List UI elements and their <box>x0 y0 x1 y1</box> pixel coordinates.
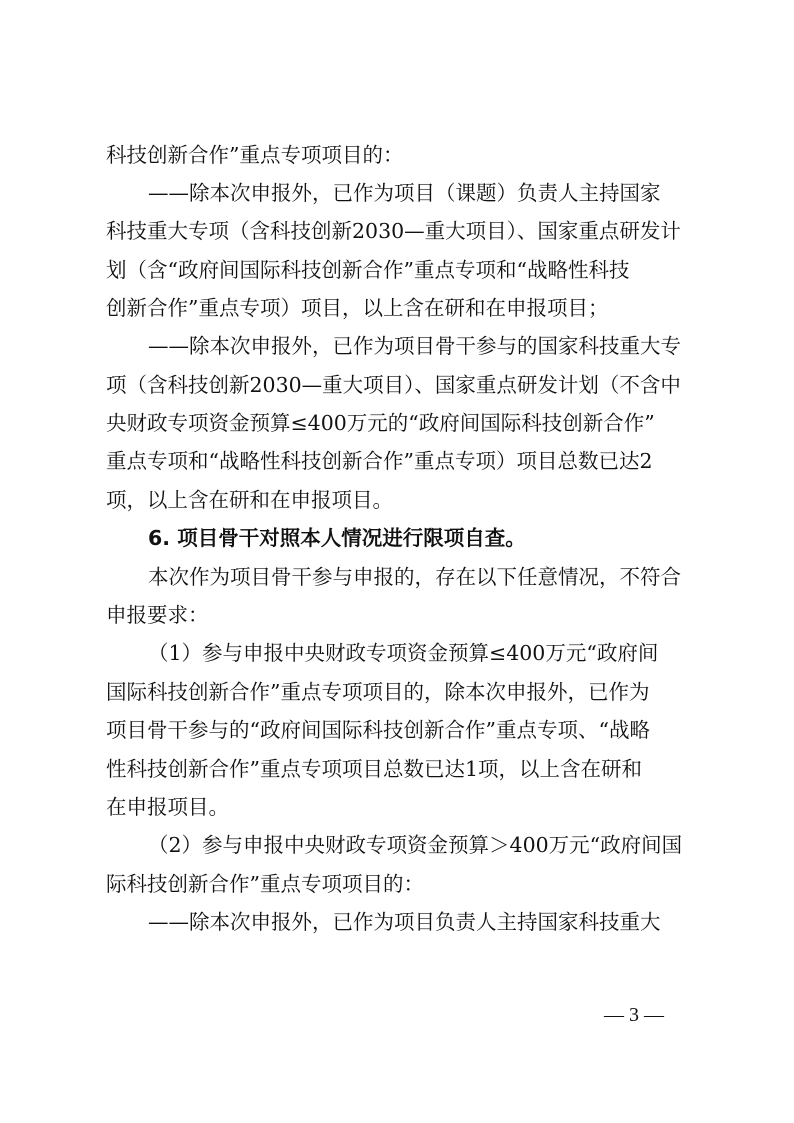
text-line: ——除本次申报外，已作为项目（课题）负责人主持国家 <box>148 181 661 205</box>
text-line: 国际科技创新合作”重点专项项目的，除本次申报外，已作为 <box>106 680 650 704</box>
text-line: 划（含“政府间国际科技创新合作”重点专项和“战略性科技 <box>106 258 630 282</box>
section-heading: 6. 项目骨干对照本人情况进行限项自查。 <box>148 526 526 550</box>
text-line: ——除本次申报外，已作为项目负责人主持国家科技重大 <box>148 910 661 934</box>
text-line: 性科技创新合作”重点专项项目总数已达1项，以上含在研和 <box>106 757 643 781</box>
text-line: 在申报项目。 <box>106 795 229 819</box>
text-line: 科技重大专项（含科技创新2030—重大项目）、国家重点研发计 <box>106 219 681 243</box>
text-line: 项（含科技创新2030—重大项目）、国家重点研发计划（不含中 <box>106 373 681 397</box>
text-line: 本次作为项目骨干参与申报的，存在以下任意情况，不符合 <box>148 565 681 589</box>
text-line: 项目骨干参与的“政府间国际科技创新合作”重点专项、“战略 <box>106 718 650 742</box>
text-line: （1）参与申报中央财政专项资金预算≤400万元“政府间 <box>148 641 659 665</box>
page-number: — 3 — <box>604 1004 664 1026</box>
text-line: 项，以上含在研和在申报项目。 <box>106 488 393 512</box>
text-line: 申报要求： <box>106 603 209 627</box>
text-line: 重点专项和“战略性科技创新合作”重点专项）项目总数已达2 <box>106 449 653 473</box>
text-line: 际科技创新合作”重点专项项目的： <box>106 872 424 896</box>
text-line: ——除本次申报外，已作为项目骨干参与的国家科技重大专 <box>148 334 681 358</box>
text-line: 央财政专项资金预算≤400万元的“政府间国际科技创新合作” <box>106 411 655 435</box>
text-line: 科技创新合作”重点专项项目的： <box>106 143 404 167</box>
text-line: （2）参与申报中央财政专项资金预算＞400万元“政府间国 <box>148 833 683 857</box>
text-line: 创新合作”重点专项）项目，以上含在研和在申报项目； <box>106 296 609 320</box>
